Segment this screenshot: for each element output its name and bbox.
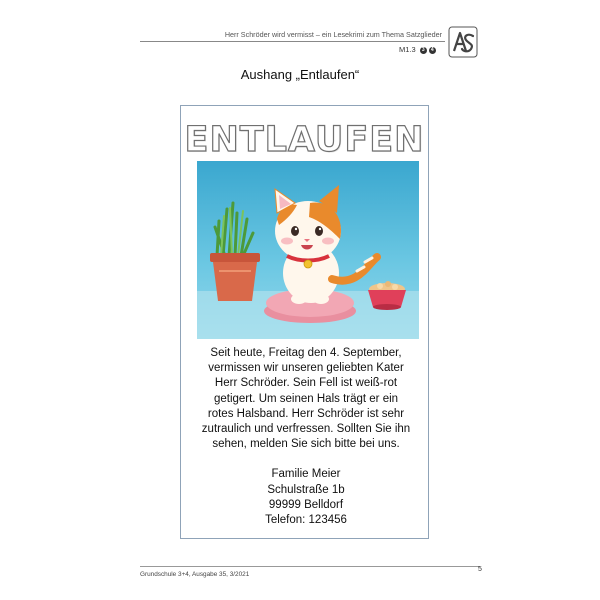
cat-illustration	[197, 161, 419, 339]
food-bowl	[368, 281, 406, 310]
publication-info: Grundschule 3+4, Ausgabe 35, 3/2021	[140, 571, 250, 578]
cat-grass-plant	[210, 203, 260, 301]
publisher-logo	[448, 26, 478, 58]
document-title: Herr Schröder wird vermisst – ein Lesekrimi zum Thema Satzglieder	[224, 30, 442, 39]
contact-block	[201, 467, 411, 528]
material-code	[399, 45, 436, 54]
poster-text	[201, 346, 411, 528]
footer-divider	[140, 566, 480, 567]
grade-level-3-badge: 3	[420, 47, 427, 54]
contact-name: Familie Meier	[271, 468, 341, 481]
contact-phone: Telefon: 123456	[265, 514, 347, 527]
poster-body: Seit heute, Freitag den 4. September, vermissen wir unseren geliebten Kater Herr Schröder. Sein Fell ist weiß-rot getigert. Um seinen Hals trägt er ein rotes Halsband. Herr Schröder ist sehr zutraulich und verfressen. Sollten Sie ihn sehen, melden Sie sich bitte bei uns.	[201, 347, 411, 451]
contact-street: Schulstraße 1b	[267, 483, 345, 496]
poster-heading: ENTLAUFEN	[184, 120, 425, 160]
section-title: Aushang „Entlaufen“	[240, 67, 360, 82]
page-number: 5	[478, 566, 482, 573]
contact-city: 99999 Belldorf	[268, 498, 344, 511]
grade-level-4-badge: 4	[429, 47, 436, 54]
missing-cat-poster	[180, 105, 429, 539]
header-divider	[140, 41, 445, 42]
material-code-label: M1.3	[399, 45, 416, 54]
